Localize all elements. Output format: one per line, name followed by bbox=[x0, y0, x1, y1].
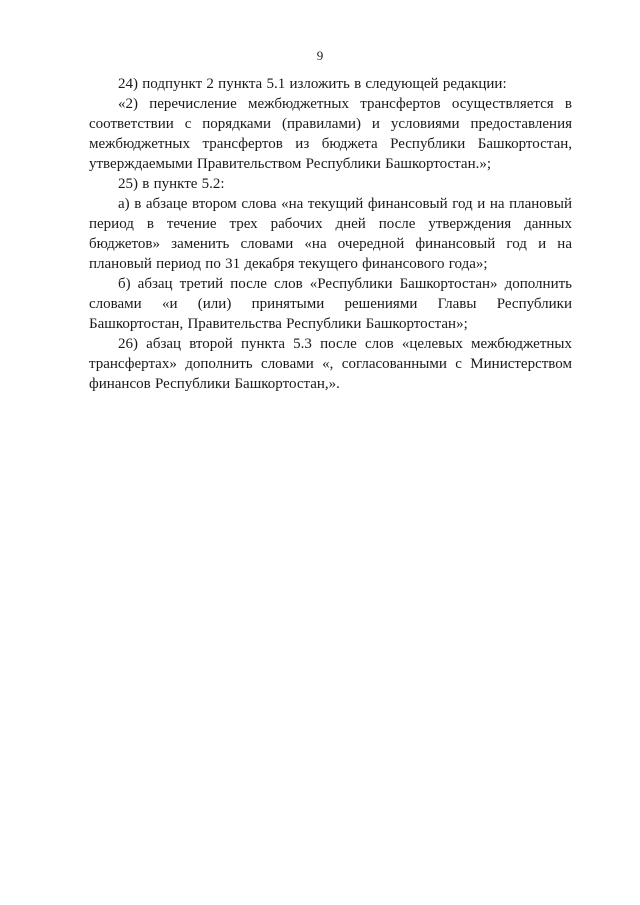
document-body bbox=[89, 74, 572, 394]
paragraph-25-a: а) в абзаце втором слова «на текущий финансовый год и на плановый период в течение трех рабочих дней после утверждения данных бюджетов» заменить словами «на очередной финансовый год и на плановый период по 31 декабря текущего финансового года»; bbox=[89, 196, 572, 272]
page-number: 9 bbox=[316, 48, 324, 63]
paragraph-25-b: б) абзац третий после слов «Республики Башкортостан» дополнить словами «и (или) принятыми решениями Главы Республики Башкортостан, Правительства Республики Башкортостан»; bbox=[89, 276, 572, 332]
paragraph-25: 25) в пункте 5.2: bbox=[118, 176, 225, 192]
paragraph-26: 26) абзац второй пункта 5.3 после слов «целевых межбюджетных трансфертах» дополнить словами «, согласованными с Министерством финансов Республики Башкортостан,». bbox=[89, 336, 572, 392]
paragraph-24: 24) подпункт 2 пункта 5.1 изложить в следующей редакции: bbox=[118, 76, 507, 92]
paragraph-24-new-text: «2) перечисление межбюджетных трансфертов осуществляется в соответствии с порядками (правилами) и условиями предоставления межбюджетных трансфертов из бюджета Республики Башкортостан, утверждаемыми Правительством Республики Башкортостан.»; bbox=[89, 96, 572, 172]
